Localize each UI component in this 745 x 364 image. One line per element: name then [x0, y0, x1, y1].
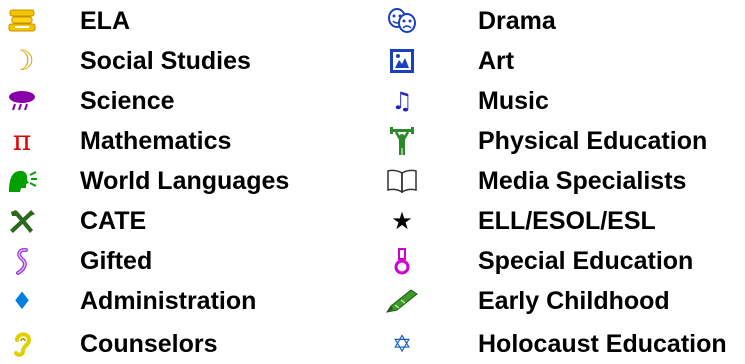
- pi-icon: π: [12, 124, 32, 157]
- star-icon: ★: [391, 207, 413, 235]
- diamond-icon: ♦: [11, 287, 33, 315]
- rain-cloud-icon: [2, 81, 42, 121]
- subject-label: CATE: [80, 207, 147, 235]
- theater-masks-icon: [382, 1, 422, 41]
- weightlifter-icon: [382, 121, 422, 161]
- star-of-david-icon: ✡: [391, 330, 413, 358]
- subject-label: Holocaust Education: [478, 330, 727, 358]
- subject-label: World Languages: [80, 167, 290, 195]
- open-book-icon: [382, 161, 422, 201]
- framed-picture-icon: [382, 41, 422, 81]
- subject-label: ELL/ESOL/ESL: [478, 207, 656, 235]
- music-note-icon: ♫: [391, 87, 413, 115]
- tools-icon: [2, 201, 42, 241]
- ribbon-icon: [2, 241, 42, 281]
- crayon-icon: [382, 281, 422, 321]
- subject-label: Mathematics: [80, 127, 232, 155]
- moon-icon: ☽: [9, 44, 35, 77]
- medal-icon: [382, 241, 422, 281]
- subject-label: Music: [478, 87, 549, 115]
- books-icon: [2, 1, 42, 41]
- subject-label: Science: [80, 87, 175, 115]
- subject-label: Special Education: [478, 247, 694, 275]
- subject-label: Art: [478, 47, 515, 75]
- subject-label: Physical Education: [478, 127, 708, 155]
- subject-label: Media Specialists: [478, 167, 687, 195]
- subject-label: Drama: [478, 7, 556, 35]
- subject-label: Social Studies: [80, 47, 251, 75]
- subject-label: Counselors: [80, 330, 218, 358]
- ear-icon: [2, 324, 42, 364]
- subject-label: Early Childhood: [478, 287, 670, 315]
- subject-label: ELA: [80, 7, 130, 35]
- speaking-head-icon: [2, 161, 42, 201]
- subject-label: Administration: [80, 287, 257, 315]
- subject-label: Gifted: [80, 247, 153, 275]
